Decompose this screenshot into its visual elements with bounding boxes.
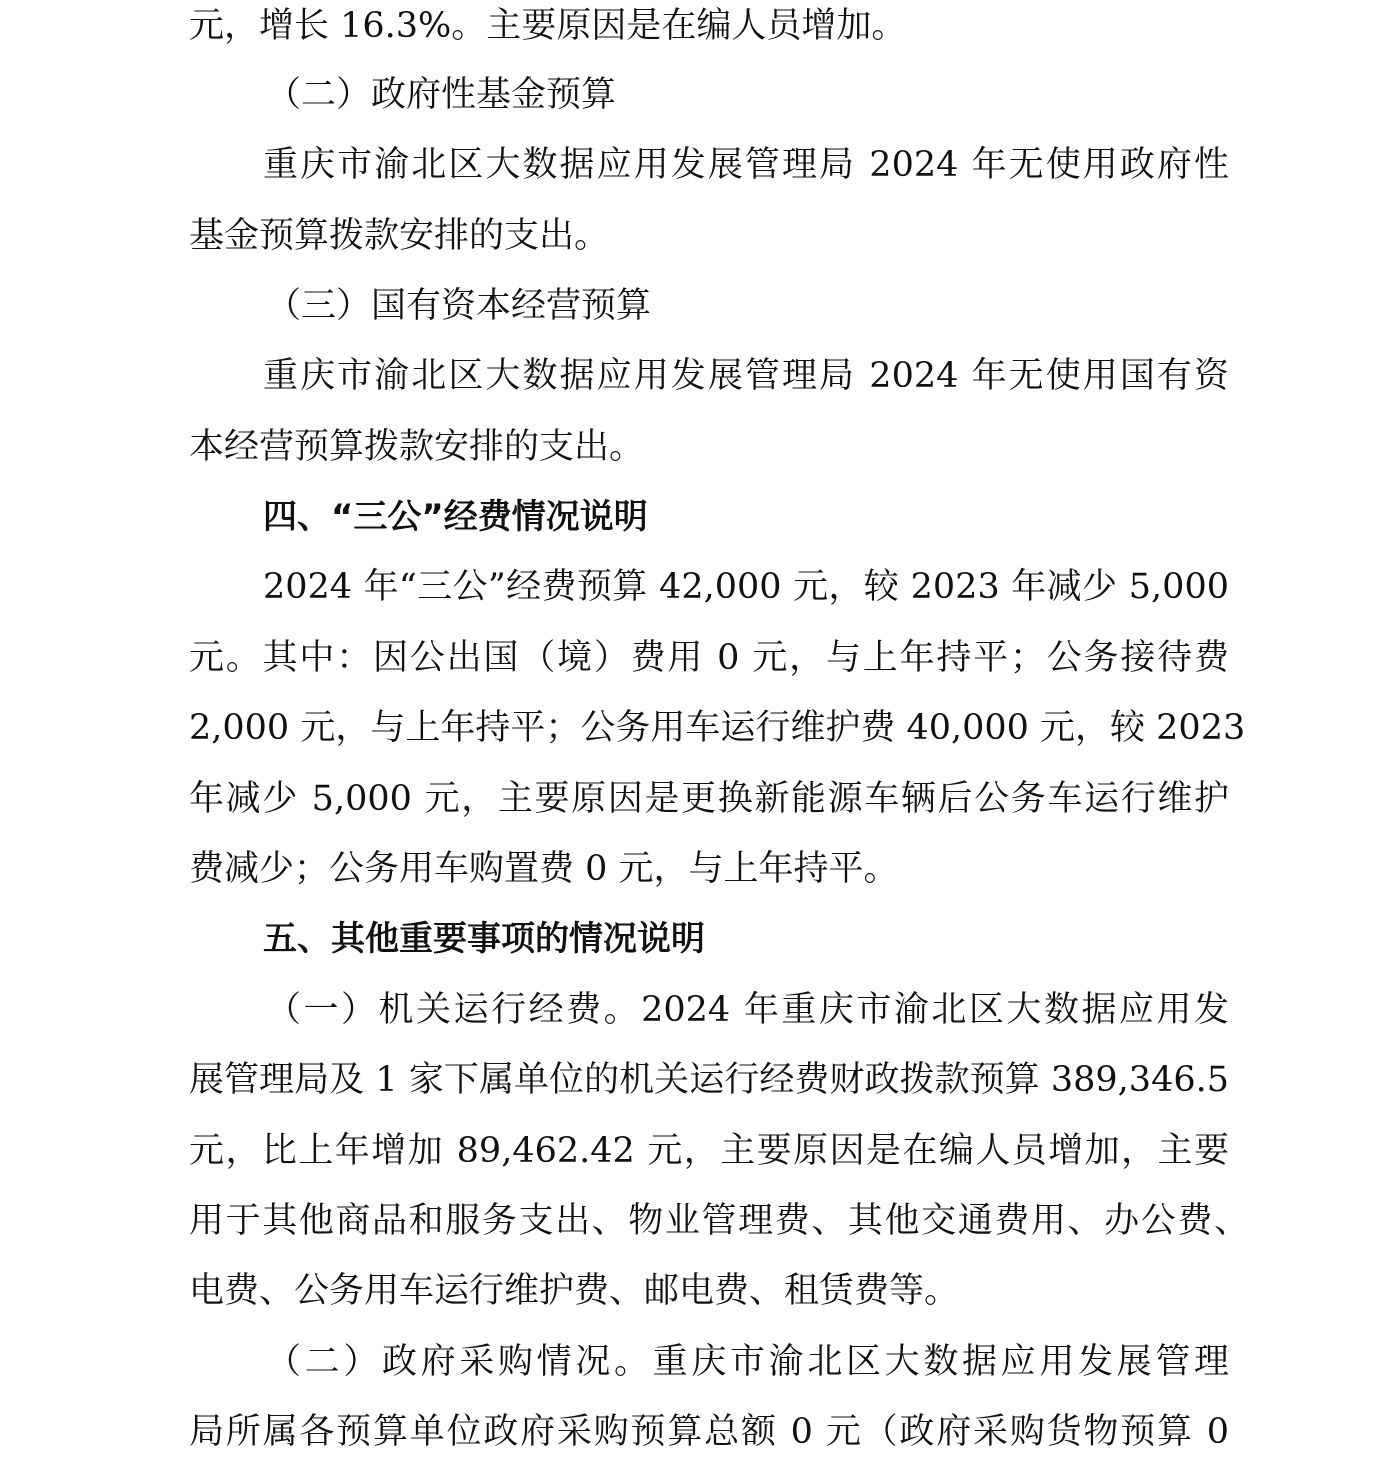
- paragraph-line: 用于其他商品和服务支出、物业管理费、其他交通费用、办公费、: [189, 1201, 1249, 1241]
- chapter-heading: 五、其他重要事项的情况说明: [263, 919, 705, 959]
- paragraph-line: 本经营预算拨款安排的支出。: [189, 427, 645, 467]
- paragraph-line: 电费、公务用车运行维护费、邮电费、租赁费等。: [189, 1271, 960, 1311]
- paragraph-line: 年减少 5,000 元，主要原因是更换新能源车辆后公务车运行维护: [189, 779, 1229, 819]
- section-heading: （二）政府性基金预算: [266, 75, 617, 115]
- paragraph-line: 2,000 元，与上年持平；公务用车运行维护费 40,000 元，较 2023: [189, 708, 1246, 748]
- paragraph-line: 费减少；公务用车购置费 0 元，与上年持平。: [189, 849, 899, 889]
- paragraph-line: 元，增长 16.3%。主要原因是在编人员增加。: [189, 6, 907, 46]
- paragraph-line: （二）政府采购情况。重庆市渝北区大数据应用发展管理: [266, 1342, 1229, 1382]
- paragraph-line: 元。其中：因公出国（境）费用 0 元，与上年持平；公务接待费: [189, 638, 1229, 678]
- paragraph-line: 展管理局及 1 家下属单位的机关运行经费财政拨款预算 389,346.5: [189, 1060, 1229, 1100]
- paragraph-line: 2024 年“三公”经费预算 42,000 元，较 2023 年减少 5,000: [263, 567, 1229, 607]
- paragraph-line: 重庆市渝北区大数据应用发展管理局 2024 年无使用国有资: [263, 356, 1229, 396]
- paragraph-line: 基金预算拨款安排的支出。: [189, 216, 610, 256]
- paragraph-line: 局所属各预算单位政府采购预算总额 0 元（政府采购货物预算 0: [189, 1412, 1229, 1452]
- paragraph-line: 元，比上年增加 89,462.42 元，主要原因是在编人员增加，主要: [189, 1131, 1229, 1171]
- chapter-heading: 四、“三公”经费情况说明: [263, 497, 648, 537]
- section-heading: （三）国有资本经营预算: [266, 286, 652, 326]
- paragraph-line: （一）机关运行经费。2024 年重庆市渝北区大数据应用发: [266, 990, 1229, 1030]
- paragraph-line: 重庆市渝北区大数据应用发展管理局 2024 年无使用政府性: [263, 145, 1229, 185]
